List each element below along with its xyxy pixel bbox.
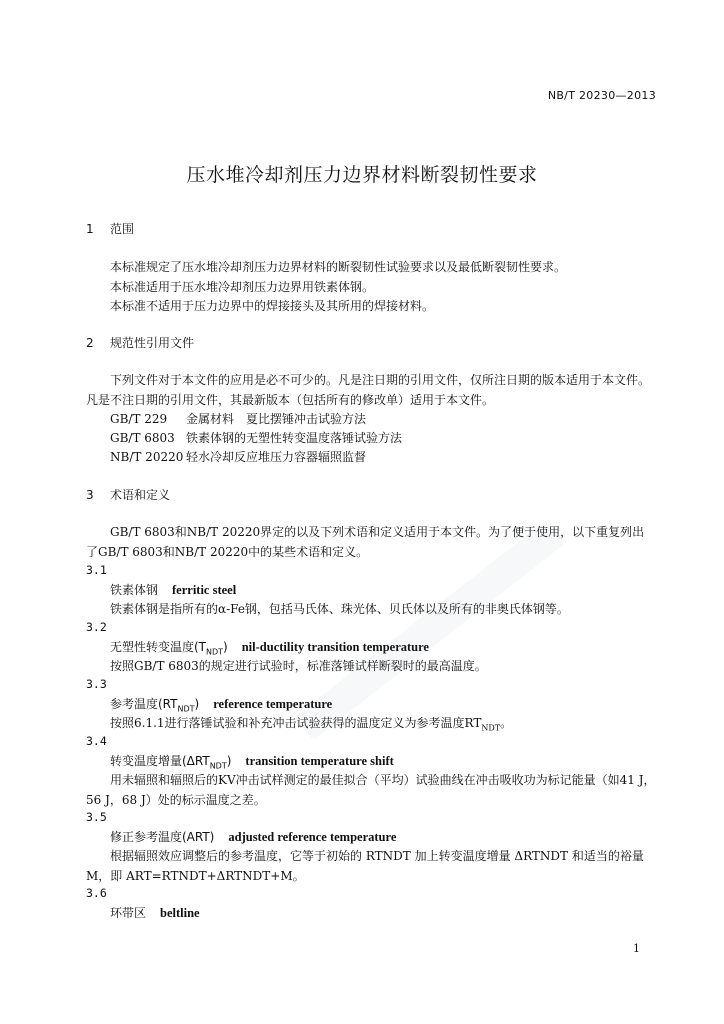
term-heading — [110, 638, 429, 656]
term-definition: 用未辐照和辐照后的KV冲击试样测定的最佳拟合（平均）试验曲线在冲击吸收功为标记能量（如41 J，56 J，68 J）处的标示温度之差。 — [86, 773, 656, 807]
term-heading — [110, 904, 200, 921]
term-def-tail: 。 — [500, 716, 513, 730]
term-cn-subscript: NDT — [177, 704, 195, 714]
reference-code: GB/T 229 — [110, 412, 168, 426]
term-definition: 根据辐照效应调整后的参考温度，它等于初始的 RTNDT 加上转变温度增量 ΔRTNDT 和适当的裕量 M，即 ART=RTNDT+ΔRTNDT+M。 — [86, 849, 644, 883]
section-title: 术语和定义 — [110, 488, 171, 502]
scope-line-3: 本标准不适用于压力边界中的焊接接头及其所用的焊接材料。 — [110, 299, 435, 313]
reference-code: GB/T 6803 — [110, 431, 175, 445]
section-2-heading — [86, 334, 194, 351]
term-definition: 铁素体钢是指所有的α-Fe钢，包括马氏体、珠光体、贝氏体以及所有的非奥氏体钢等。 — [110, 602, 569, 616]
term-cn: 参考温度(RT — [110, 697, 178, 711]
term-definition: 按照GB/T 6803的规定进行试验时，标准落锤试样断裂时的最高温度。 — [110, 659, 487, 673]
normative-refs-intro: 下列文件对于本文件的应用是必不可少的。凡是注日期的引用文件，仅所注日期的版本适用于本文件。凡是不注日期的引用文件，其最新版本（包括所有的修改单）适用于本文件。 — [86, 373, 651, 407]
section-number: 3 — [86, 488, 94, 502]
term-cn: 环带区 — [110, 906, 147, 920]
term-definition — [110, 714, 512, 732]
term-heading — [110, 695, 332, 713]
term-cn: 修正参考温度(ART) — [110, 830, 215, 844]
reference-item — [110, 448, 366, 465]
section-title: 规范性引用文件 — [110, 336, 195, 350]
page-number: 1 — [633, 942, 640, 955]
term-heading — [110, 581, 236, 598]
term-number: 3.5 — [86, 810, 107, 824]
term-number: 3.2 — [86, 620, 107, 634]
term-cn: 铁素体钢 — [110, 583, 159, 597]
term-cn: 无塑性转变温度(T — [110, 640, 207, 654]
term-number: 3.1 — [86, 563, 107, 577]
term-heading — [110, 828, 396, 845]
term-cn-tail: ) — [226, 754, 232, 768]
section-3-heading — [86, 486, 170, 503]
term-heading — [110, 752, 394, 770]
reference-title: 轻水冷却反应堆压力容器辐照监督 — [186, 450, 367, 464]
term-def-text: 按照6.1.1进行落锤试验和补充冲击试验获得的温度定义为参考温度RT — [110, 716, 482, 730]
terms-intro: GB/T 6803和NB/T 20220界定的以及下列术语和定义适用于本文件。为了便于使用，以下重复列出了GB/T 6803和NB/T 20220中的某些术语和定义。 — [86, 525, 645, 559]
term-cn-tail: ) — [223, 640, 228, 654]
reference-title: 金属材料 夏比摆锤冲击试验方法 — [186, 412, 367, 426]
section-title: 范围 — [110, 222, 135, 236]
section-1-heading — [86, 220, 134, 237]
term-en: reference temperature — [213, 697, 333, 711]
term-number: 3.6 — [86, 886, 107, 900]
term-cn-subscript: NDT — [206, 647, 224, 657]
reference-code: NB/T 20220 — [110, 450, 184, 464]
term-cn: 转变温度增量(ΔRT — [110, 754, 210, 768]
term-en: adjusted reference temperature — [228, 830, 397, 844]
standard-number: NB/T 20230—2013 — [547, 89, 656, 102]
scope-line-1: 本标准规定了压水堆冷却剂压力边界材料的断裂韧性试验要求以及最低断裂韧性要求。 — [110, 260, 567, 274]
scope-line-2: 本标准适用于压水堆冷却剂压力边界用铁素体钢。 — [110, 280, 375, 294]
reference-item — [110, 410, 366, 427]
section-number: 2 — [86, 336, 94, 350]
term-en: beltline — [160, 906, 200, 920]
term-en: nil-ductility transition temperature — [241, 640, 429, 654]
term-number: 3.3 — [86, 677, 107, 691]
document-title: 压水堆冷却剂压力边界材料断裂韧性要求 — [186, 164, 538, 186]
term-def-subscript: NDT — [481, 723, 501, 733]
reference-title: 铁素体钢的无塑性转变温度落锤试验方法 — [186, 431, 403, 445]
term-number: 3.4 — [86, 734, 107, 748]
section-number: 1 — [86, 222, 94, 236]
term-cn-tail: ) — [194, 697, 200, 711]
reference-item — [110, 429, 402, 446]
term-en: ferritic steel — [172, 583, 237, 597]
term-cn-subscript: NDT — [209, 761, 227, 771]
term-en: transition temperature shift — [245, 754, 394, 768]
